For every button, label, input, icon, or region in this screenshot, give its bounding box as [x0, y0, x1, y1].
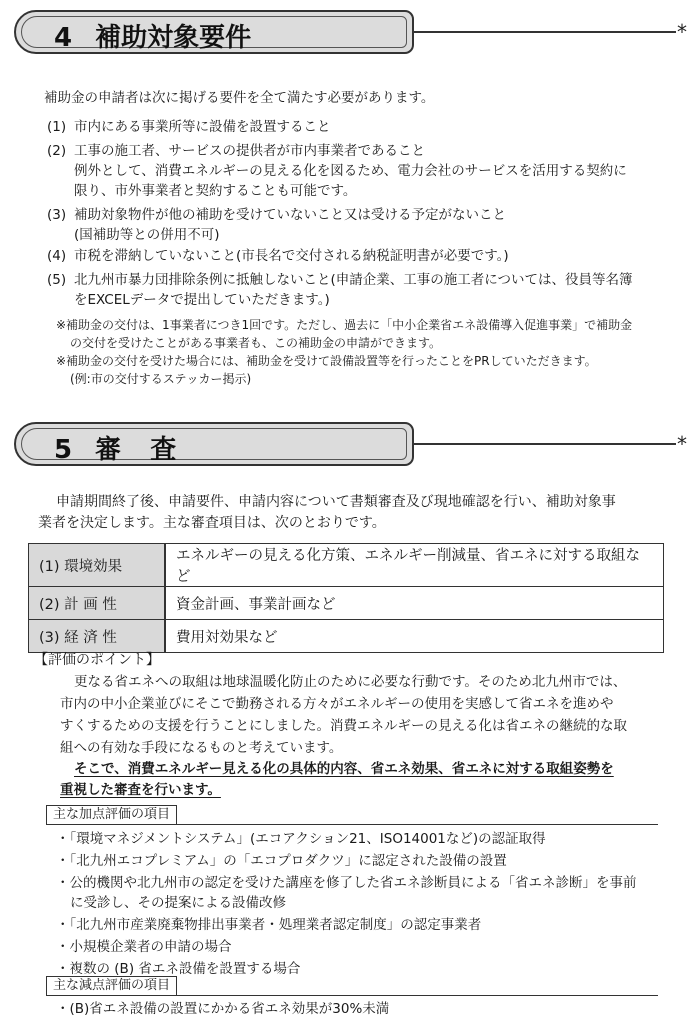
divider [46, 824, 658, 825]
req-line: 市税を滞納していないこと(市長名で交付される納税証明書が必要です。) [74, 248, 509, 264]
req-marker: (1) [47, 119, 67, 135]
req-line: 工事の施工者、サービスの提供者が市内事業者であること [74, 143, 425, 159]
criteria-desc: 資金計画、事業計画など [165, 587, 664, 620]
add-item: ・「北九州市産業廃棄物排出事業者・処理業者認定制度」の認定事業者 [56, 917, 482, 933]
note-line: ※補助金の交付を受けた場合には、補助金を受けて設備設置等を行ったことをPRしていただきます。 [56, 354, 597, 368]
section5-title: 審 査 [95, 435, 187, 465]
req-marker: (5) [47, 272, 67, 288]
section4-number: 4 [54, 23, 73, 53]
points-emphasis-line: 重視した審査を行います。 [60, 782, 221, 798]
points-para-line: すくするための支援を行うことにしました。消費エネルギーの見える化は省エネの継続的な取 [60, 718, 627, 734]
points-para-line: 更なる省エネへの取組は地球温暖化防止のために必要な行動です。そのため北九州市では、 [74, 674, 627, 690]
section4-title-plate [14, 10, 414, 54]
criteria-desc: エネルギーの見える化方策、エネルギー削減量、省エネに対する取組など [165, 544, 664, 587]
add-item: ・「環境マネジメントシステム」(エコアクション21、ISO14001など)の認証取得 [56, 831, 546, 847]
criteria-desc: 費用対効果など [165, 620, 664, 653]
section4-banner [0, 6, 700, 58]
section5-title-plate [14, 422, 414, 466]
sub-items-heading: 主な減点評価の項目 [46, 976, 177, 996]
section5-intro-line: 業者を決定します。主な審査項目は、次のとおりです。 [38, 515, 386, 531]
note-line: ※補助金の交付は、1事業者につき1回です。ただし、過去に「中小企業省エネ設備導入促進事業」で補助金 [56, 318, 633, 332]
section5-intro-line: 申請期間終了後、申請要件、申請内容について書類審査及び現地確認を行い、補助対象事 [56, 494, 616, 510]
req-line: 例外として、消費エネルギーの見える化を図るため、電力会社のサービスを活用する契約に [74, 163, 627, 179]
table-row [29, 587, 664, 620]
req-line: 北九州市暴力団排除条例に抵触しないこと(申請企業、工事の施工者については、役員等名簿 [74, 272, 633, 288]
criteria-label: (3) 経 済 性 [29, 620, 166, 653]
add-item: ・小規模企業者の申請の場合 [56, 939, 232, 955]
section4-heading [54, 17, 251, 54]
points-para-line: 組への有効な手段になるものと考えています。 [60, 740, 343, 756]
req-marker: (4) [47, 248, 67, 264]
add-item: ・複数の (B) 省エネ設備を設置する場合 [56, 961, 301, 977]
points-para-line: 市内の中小企業並びにそこで勤務される方々がエネルギーの使用を実感して省エネを進めや [60, 696, 614, 712]
section5-number: 5 [54, 435, 73, 465]
asterisk-icon: * [677, 20, 687, 44]
review-criteria-table [28, 543, 664, 653]
section4-intro: 補助金の申請者は次に掲げる要件を全て満たす必要があります。 [44, 90, 435, 106]
criteria-label: (1) 環境効果 [29, 544, 166, 587]
section5-banner [0, 418, 700, 470]
table-row [29, 544, 664, 587]
req-marker: (2) [47, 143, 67, 159]
asterisk-icon: * [677, 432, 687, 456]
points-heading: 【評価のポイント】 [34, 652, 160, 668]
add-item: ・「北九州エコプレミアム」の「エコプロダクツ」に認定された設備の設置 [56, 853, 507, 869]
table-row [29, 620, 664, 653]
section4-title: 補助対象要件 [95, 23, 252, 53]
req-line: 市内にある事業所等に設備を設置すること [74, 119, 331, 135]
req-line: (国補助等との併用不可) [74, 227, 220, 243]
add-item: に受診し、その提案による設備改修 [70, 895, 286, 911]
section4-rule [414, 31, 676, 33]
points-emphasis-line: そこで、消費エネルギー見える化の具体的内容、省エネ効果、省エネに対する取組姿勢を [74, 761, 614, 777]
divider [46, 995, 658, 996]
add-item: ・公的機関や北九州市の認定を受けた講座を修了した省エネ診断員による「省エネ診断」を事前 [56, 875, 637, 891]
section5-heading [54, 429, 186, 466]
req-line: をEXCELデータで提出していただきます。) [74, 292, 330, 308]
req-line: 補助対象物件が他の補助を受けていないこと又は受ける予定がないこと [74, 207, 506, 223]
criteria-label: (2) 計 画 性 [29, 587, 166, 620]
note-line: の交付を受けたことがある事業者も、この補助金の申請ができます。 [70, 336, 442, 350]
add-items-heading: 主な加点評価の項目 [46, 805, 177, 825]
req-line: 限り、市外事業者と契約することも可能です。 [74, 183, 357, 199]
note-line: (例:市の交付するステッカー掲示) [70, 372, 252, 386]
sub-item: ・(B)省エネ設備の設置にかかる省エネ効果が30%未満 [56, 1001, 390, 1017]
section5-rule [414, 443, 676, 445]
req-marker: (3) [47, 207, 67, 223]
